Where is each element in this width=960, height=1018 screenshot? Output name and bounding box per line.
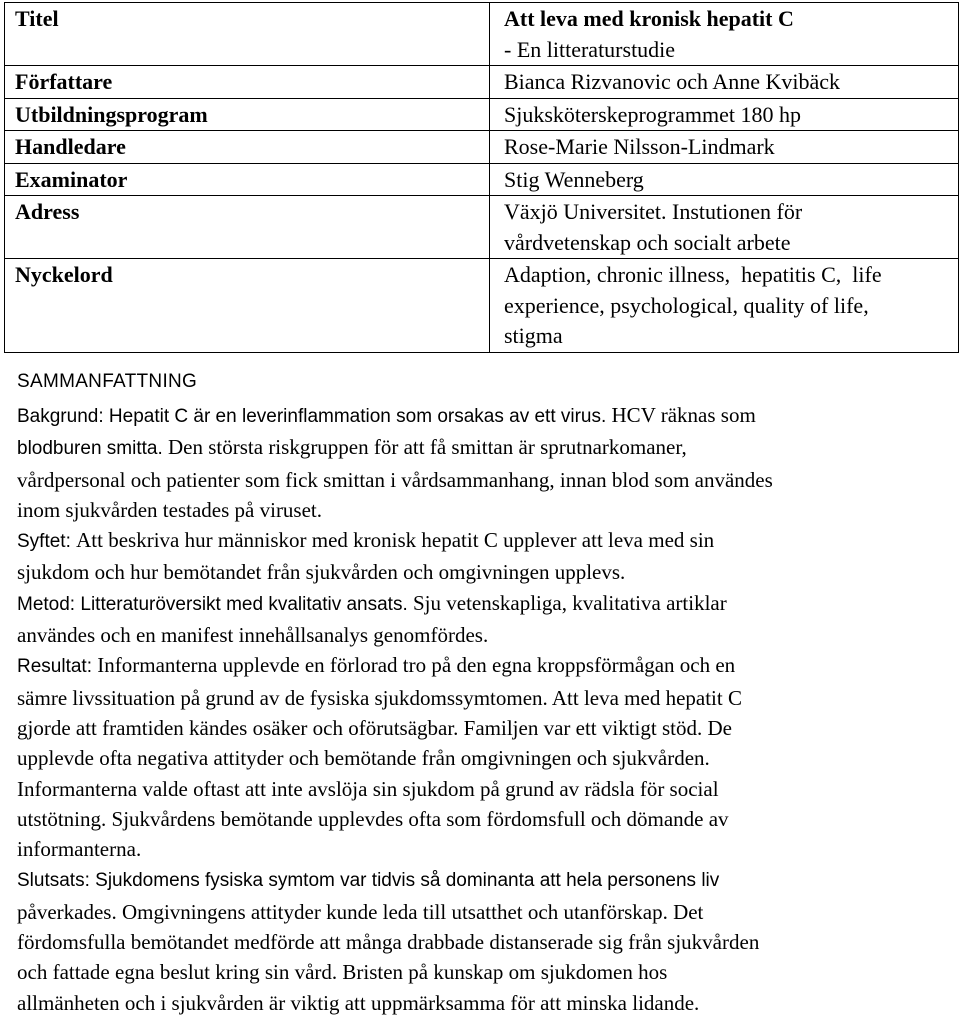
background-text-rest: HCV räknas som: [606, 403, 756, 427]
results-line-1: [17, 650, 952, 682]
conclusion-line-1: [17, 864, 952, 896]
summary-section: [17, 364, 952, 1018]
results-line-5: Informanterna valde oftast att inte avslöja sin sjukdom på grund av rädsla för social: [17, 776, 719, 801]
aim-line-2: sjukdom och hur bemötandet från sjukvården och omgivningen upplevs.: [17, 560, 626, 585]
conclusion-line-4: och fattade egna beslut kring sin vård. Bristen på kunskap om sjukdomen hos: [17, 960, 668, 985]
program-label-cell: [5, 98, 490, 131]
address-label: Adress: [15, 199, 80, 224]
method-text-sans: Litteraturöversikt med kvalitativ ansats.: [80, 593, 408, 615]
background-line-2: [17, 432, 952, 464]
thesis-title: Att leva med kronisk hepatit C: [504, 6, 794, 31]
thesis-subtitle: - En litteraturstudie: [504, 36, 676, 62]
background-line-2-sans: blodburen smitta.: [17, 438, 163, 460]
supervisor-value-cell: [490, 131, 959, 164]
keywords-value-cell: [490, 259, 959, 353]
authors-value-cell: [490, 66, 959, 99]
background-line-3: vårdpersonal och patienter som fick smittan i vårdsammanhang, innan blod som användes: [17, 467, 773, 492]
method-prefix: Metod:: [17, 593, 81, 615]
results-line-7: informanterna.: [17, 837, 142, 862]
supervisor-label: Handledare: [15, 134, 126, 159]
examiner-label: Examinator: [15, 166, 128, 192]
examiner-label-cell: [5, 163, 490, 196]
aim-prefix: Syftet:: [17, 531, 77, 553]
authors-label-cell: [5, 66, 490, 99]
method-line-2: användes och en manifest innehållsanalys genomfördes.: [17, 623, 489, 648]
address-line-2: vårdvetenskap och socialt arbete: [504, 229, 791, 255]
address-label-cell: [5, 196, 490, 259]
background-prefix: Bakgrund:: [17, 406, 109, 427]
keywords-line-2: experience, psychological, quality of life,: [504, 292, 869, 318]
conclusion-text-1: Sjukdomens fysiska symtom var tidvis så dominanta att hela personens liv: [95, 870, 720, 892]
results-line-4: upplevde ofta negativa attityder och bemötande från omgivningen och sjukvården.: [17, 746, 710, 771]
results-line-2: sämre livssituation på grund av de fysiska sjukdomssymtomen. Att leva med hepatit C: [17, 685, 742, 710]
program-value-cell: [490, 98, 959, 131]
conclusion-line-5: allmänheten och i sjukvården är viktig att uppmärksamma för att minska lidande.: [17, 990, 700, 1015]
conclusion-paragraph: [17, 864, 952, 1017]
aim-text-1: Att beskriva hur människor med kronisk hepatit C upplever att leva med sin: [76, 528, 715, 553]
conclusion-prefix: Slutsats:: [17, 870, 96, 892]
authors-value: Bianca Rizvanovic och Anne Kvibäck: [504, 69, 841, 94]
examiner-row: [5, 163, 959, 196]
title-value-cell: [490, 3, 959, 66]
results-text-1: Informanterna upplevde en förlorad tro på den egna kroppsförmågan och en: [97, 653, 736, 678]
background-line-4: inom sjukvården testades på viruset.: [17, 497, 323, 522]
background-paragraph: [17, 400, 952, 525]
authors-label: Författare: [15, 69, 113, 94]
results-line-3: gjorde att framtiden kändes osäker och oförutsägbar. Familjen var ett viktigt stöd. De: [17, 715, 732, 740]
supervisor-label-cell: [5, 131, 490, 164]
supervisor-row: [5, 131, 959, 164]
address-row: [5, 196, 959, 259]
aim-paragraph: [17, 525, 952, 588]
program-label: Utbildningsprogram: [15, 101, 208, 127]
conclusion-line-2: påverkades. Omgivningens attityder kunde leda till utsatthet och utanförskap. Det: [17, 899, 704, 924]
supervisor-value: Rose-Marie Nilsson-Lindmark: [504, 134, 775, 159]
authors-row: [5, 66, 959, 99]
examiner-value-cell: [490, 163, 959, 196]
results-prefix: Resultat:: [17, 656, 98, 678]
keywords-label: Nyckelord: [15, 262, 113, 287]
address-value-cell: [490, 196, 959, 259]
address-line-1: Växjö Universitet. Instutionen för: [504, 199, 803, 224]
title-label-cell: [5, 3, 490, 66]
background-line-1: [17, 400, 952, 432]
examiner-value: Stig Wenneberg: [504, 166, 644, 192]
summary-heading: SAMMANFATTNING: [17, 371, 198, 392]
keywords-line-3: stigma: [504, 323, 563, 348]
title-row: [5, 3, 959, 66]
program-row: [5, 98, 959, 131]
keywords-line-1: Adaption, chronic illness, hepatitis C, life: [504, 262, 882, 287]
background-line-2-rest: Den största riskgruppen för att få smittan är sprutnarkomaner,: [162, 435, 687, 460]
method-paragraph: [17, 588, 952, 651]
results-line-6: utstötning. Sjukvårdens bemötande upplevdes ofta som fördomsfull och dömande av: [17, 806, 729, 831]
method-text-rest: Sju vetenskapliga, kvalitativa artiklar: [407, 590, 727, 615]
program-value: Sjuksköterskeprogrammet 180 hp: [504, 101, 801, 127]
aim-line-1: [17, 525, 952, 557]
title-label: Titel: [15, 6, 59, 31]
keywords-label-cell: [5, 259, 490, 353]
method-line-1: [17, 588, 952, 620]
keywords-row: [5, 259, 959, 353]
results-paragraph: [17, 650, 952, 864]
conclusion-line-3: fördomsfulla bemötandet medförde att många drabbade distanserade sig från sjukvården: [17, 930, 760, 955]
background-text-sans: Hepatit C är en leverinflammation som orsakas av ett virus.: [108, 406, 607, 427]
thesis-metadata-table: [4, 2, 959, 353]
